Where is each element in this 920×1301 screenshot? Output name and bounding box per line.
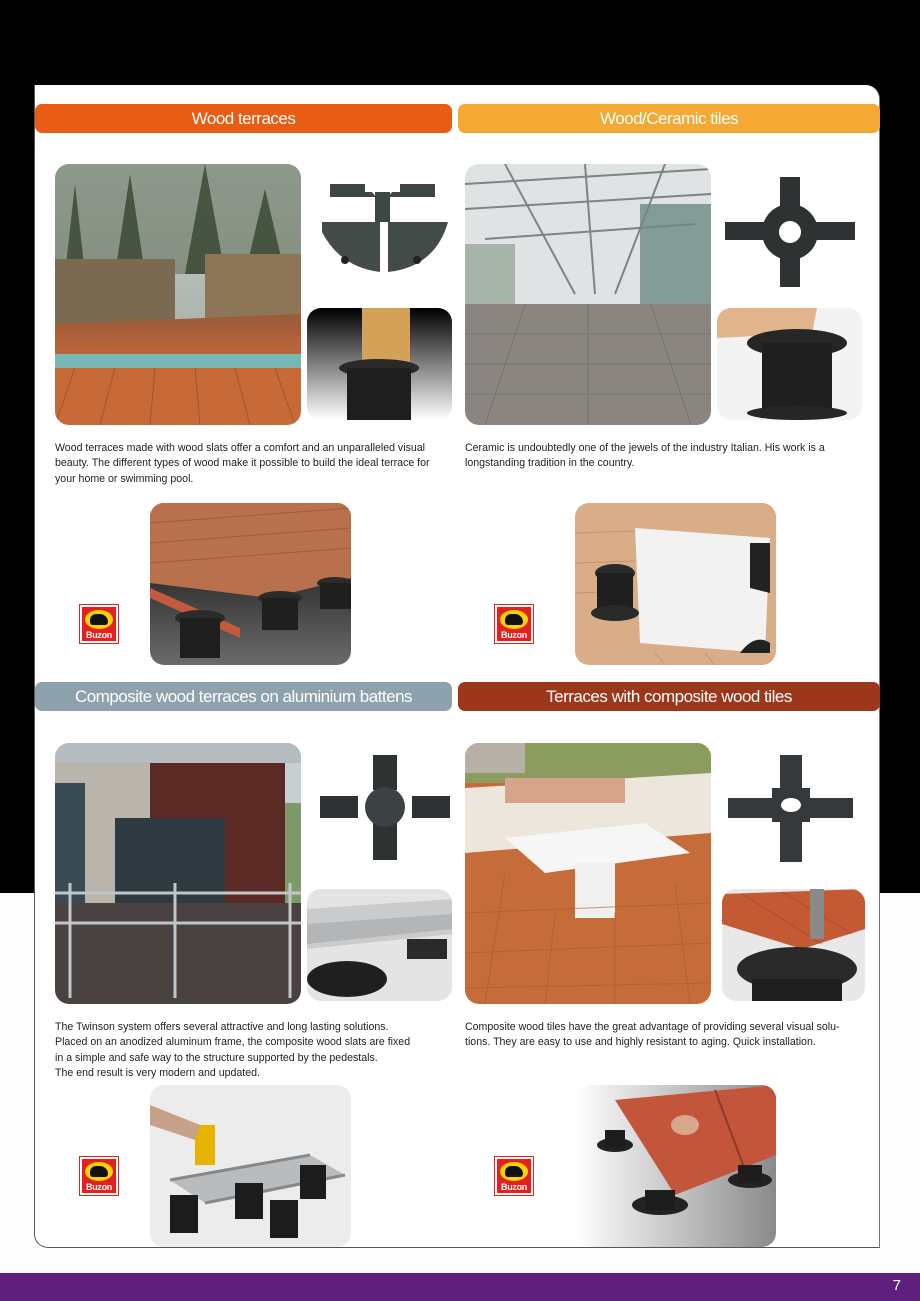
section-description: Composite wood tiles have the great advantage of providing several visual solu- tions. They are easy to use and highly resistant to aging. Quick installation.: [465, 1021, 840, 1049]
section-header-composite-tiles: [458, 682, 880, 711]
patio-lounge-tiles-photo: [465, 743, 711, 1004]
section-header-wood-ceramic-tiles: [458, 104, 880, 133]
wood-deck-garden-photo: [55, 164, 301, 425]
section-title: Composite wood terraces on aluminium battens: [74, 687, 413, 706]
composite-deck-house-photo: [55, 743, 301, 1004]
bison-icon: [90, 1166, 108, 1177]
pedestal-head-part: [310, 172, 455, 282]
page-number: 7: [892, 1277, 901, 1294]
section-title: Terraces with composite wood tiles: [546, 687, 792, 706]
buzon-logo: Buzon: [495, 1157, 533, 1195]
footer-bar: [0, 1273, 920, 1301]
section-description: Wood terraces made with wood slats offer a comfort and an unparalleled visual beauty. The different types of wood make it possible to build the ideal terrace for your home or swimming pool.: [55, 442, 430, 485]
tiles-on-pedestals-open: [575, 503, 776, 665]
section-description: Ceramic is undoubtedly one of the jewels of the industry Italian. His work is a longstanding tradition in the country.: [465, 442, 825, 470]
wood-deck-on-pedestals: [150, 503, 351, 665]
section-description: The Twinson system offers several attractive and long lasting solutions. Placed on an anodized aluminum frame, the composite wood slats are fixed in a simple and safe way to the structure supported by the pedestals. The end result is very modern and updated.: [55, 1021, 411, 1080]
pedestal-under-tile: [717, 308, 862, 420]
buzon-logo: Buzon: [80, 1157, 118, 1195]
section-header-composite-aluminium: [35, 682, 452, 711]
bison-icon: [90, 614, 108, 625]
section-header-wood-terraces: [35, 104, 452, 133]
bison-icon: [505, 1166, 523, 1177]
drilled-composite-tile: [722, 889, 865, 1001]
buzon-logo: Buzon: [495, 605, 533, 643]
drill-assembly-frame: [150, 1085, 351, 1247]
tile-cross-spacer-part: [720, 750, 860, 865]
buzon-logo: Buzon: [80, 605, 118, 643]
aluminium-batten-profile: [307, 889, 452, 1001]
section-title: Wood/Ceramic tiles: [599, 109, 739, 128]
section-title: Wood terraces: [191, 109, 296, 128]
cross-spacer-part: [720, 172, 860, 287]
bison-icon: [505, 614, 523, 625]
four-way-connector-part: [315, 750, 455, 865]
hands-placing-tiles: [575, 1085, 776, 1247]
covered-terrace-ceramic-photo: [465, 164, 711, 425]
pedestal-with-wood-batten: [307, 308, 452, 420]
